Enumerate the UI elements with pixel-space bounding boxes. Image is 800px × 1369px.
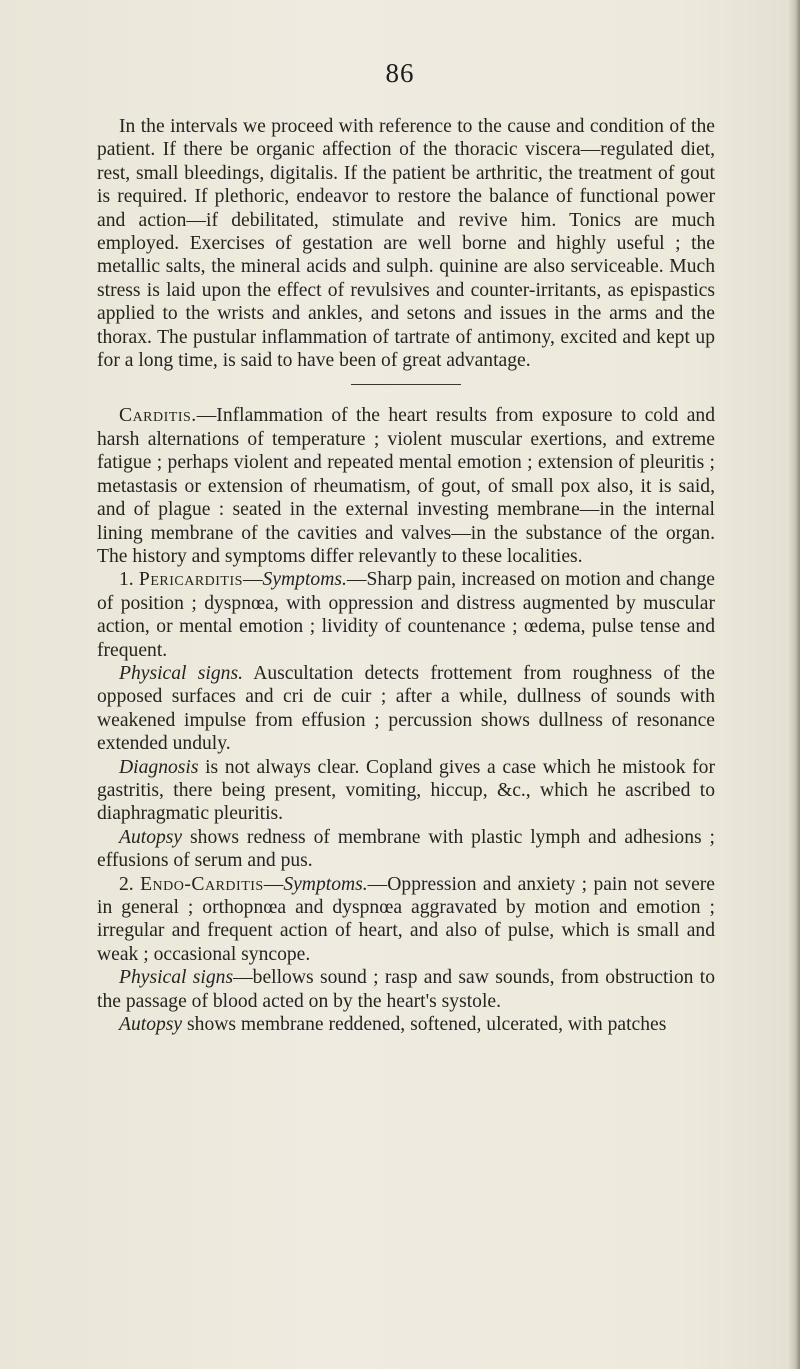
- pericarditis-diagnosis-text: is not always clear. Copland gives a case which he mistook for gastritis, there being present, vomiting, hiccup, &c., which he ascribed to diaphragmatic pleuritis.: [97, 756, 715, 825]
- paragraph-pericarditis-diagnosis: [97, 756, 715, 826]
- endocarditis-heading: Endo-Carditis: [140, 873, 264, 895]
- endocarditis-signs-label: Physical signs: [119, 967, 234, 989]
- endocarditis-signs-text: —bellows sound ; rasp and saw sounds, from obstruction to the passage of blood acted on by the heart's systole.: [97, 967, 715, 1012]
- page-number: 86: [385, 58, 415, 88]
- paragraph-carditis: [97, 404, 715, 568]
- pericarditis-dash: —: [242, 569, 263, 591]
- body-text: [97, 115, 715, 1036]
- endocarditis-number: 2.: [119, 873, 134, 895]
- paragraph-pericarditis: [97, 568, 715, 662]
- paragraph-treatment: In the intervals we proceed with reference to the cause and condition of the patient. If there be organic affection of the thoracic viscera—regulated diet, rest, small bleedings, digitalis. If the patient be arthritic, the treatment of gout is required. If plethoric, endeavor to restore the balance of functional power and action—if debilitated, stimulate and revive him. Tonics are much employed. Exercises of gestation are well borne and highly useful ; the metallic salts, the mineral acids and sulph. quinine are also serviceable. Much stress is laid upon the effect of revulsives and counter-irritants, as epispastics applied to the wrists and ankles, and setons and issues in the arms and the thorax. The pustular inflammation of tartrate of antimony, excited and kept up for a long time, is said to have been of great advantage.: [97, 116, 715, 372]
- pericarditis-signs-label: Physical signs.: [119, 662, 243, 684]
- endocarditis-autopsy-label: Autopsy: [119, 1014, 183, 1036]
- pericarditis-autopsy-text: shows redness of membrane with plastic lymph and adhesions ; effusions of serum and pus.: [97, 826, 715, 872]
- carditis-text: —Inflammation of the heart results from exposure to cold and harsh alternations of temperature ; violent muscular exertions, and extreme fatigue ; perhaps violent and repeated mental emotion ; extension of pleuritis ; metastasis or extension of rheumatism, of gout, of small pox also, it is said, and of plague : seated in the external investing membrane—in the internal lining membrane of the cavities and valves—in the substance of the organ. The history and symptoms differ relevantly to these localities.: [97, 405, 715, 567]
- page-edge-shadow: [788, 0, 800, 1369]
- endocarditis-symptoms-label: Symptoms.: [283, 873, 368, 895]
- pericarditis-symptoms-text: —Sharp pain, increased on motion and change of position ; dyspnœa, with oppression and distress augmented by muscular action, or mental emotion ; lividity of countenance ; œdema, pulse tense and frequent.: [97, 569, 715, 661]
- section-divider: [351, 384, 461, 385]
- pericarditis-heading: Pericarditis: [138, 569, 243, 591]
- paragraph-endocarditis: [97, 873, 715, 967]
- pericarditis-diagnosis-label: Diagnosis: [119, 756, 199, 778]
- pericarditis-symptoms-label: Symptoms.: [262, 569, 347, 591]
- pericarditis-autopsy-label: Autopsy: [119, 826, 183, 848]
- paragraph-pericarditis-signs: [97, 662, 715, 756]
- pericarditis-signs-text: Auscultation detects frottement from roughness of the opposed surfaces and cri de cuir ; after a while, dullness of sounds with weakened impulse from effusion ; percussion shows dullness of resonance extended unduly.: [97, 662, 715, 755]
- endocarditis-dash: —: [263, 873, 284, 895]
- paragraph-pericarditis-autopsy: [97, 826, 715, 873]
- carditis-heading: Carditis.: [119, 405, 197, 427]
- endocarditis-symptoms-text: —Oppression and anxiety ; pain not severe in general ; orthopnœa and dyspnœa aggravated by motion and emotion ; irregular and frequent action of heart, and also of pulse, which is small and weak ; occasional syncope.: [97, 873, 716, 965]
- endocarditis-autopsy-text: shows membrane reddened, softened, ulcerated, with patches: [182, 1014, 667, 1036]
- pericarditis-number: 1.: [119, 569, 134, 591]
- paragraph-endocarditis-signs: [97, 966, 715, 1013]
- paragraph-endocarditis-autopsy: [97, 1013, 715, 1036]
